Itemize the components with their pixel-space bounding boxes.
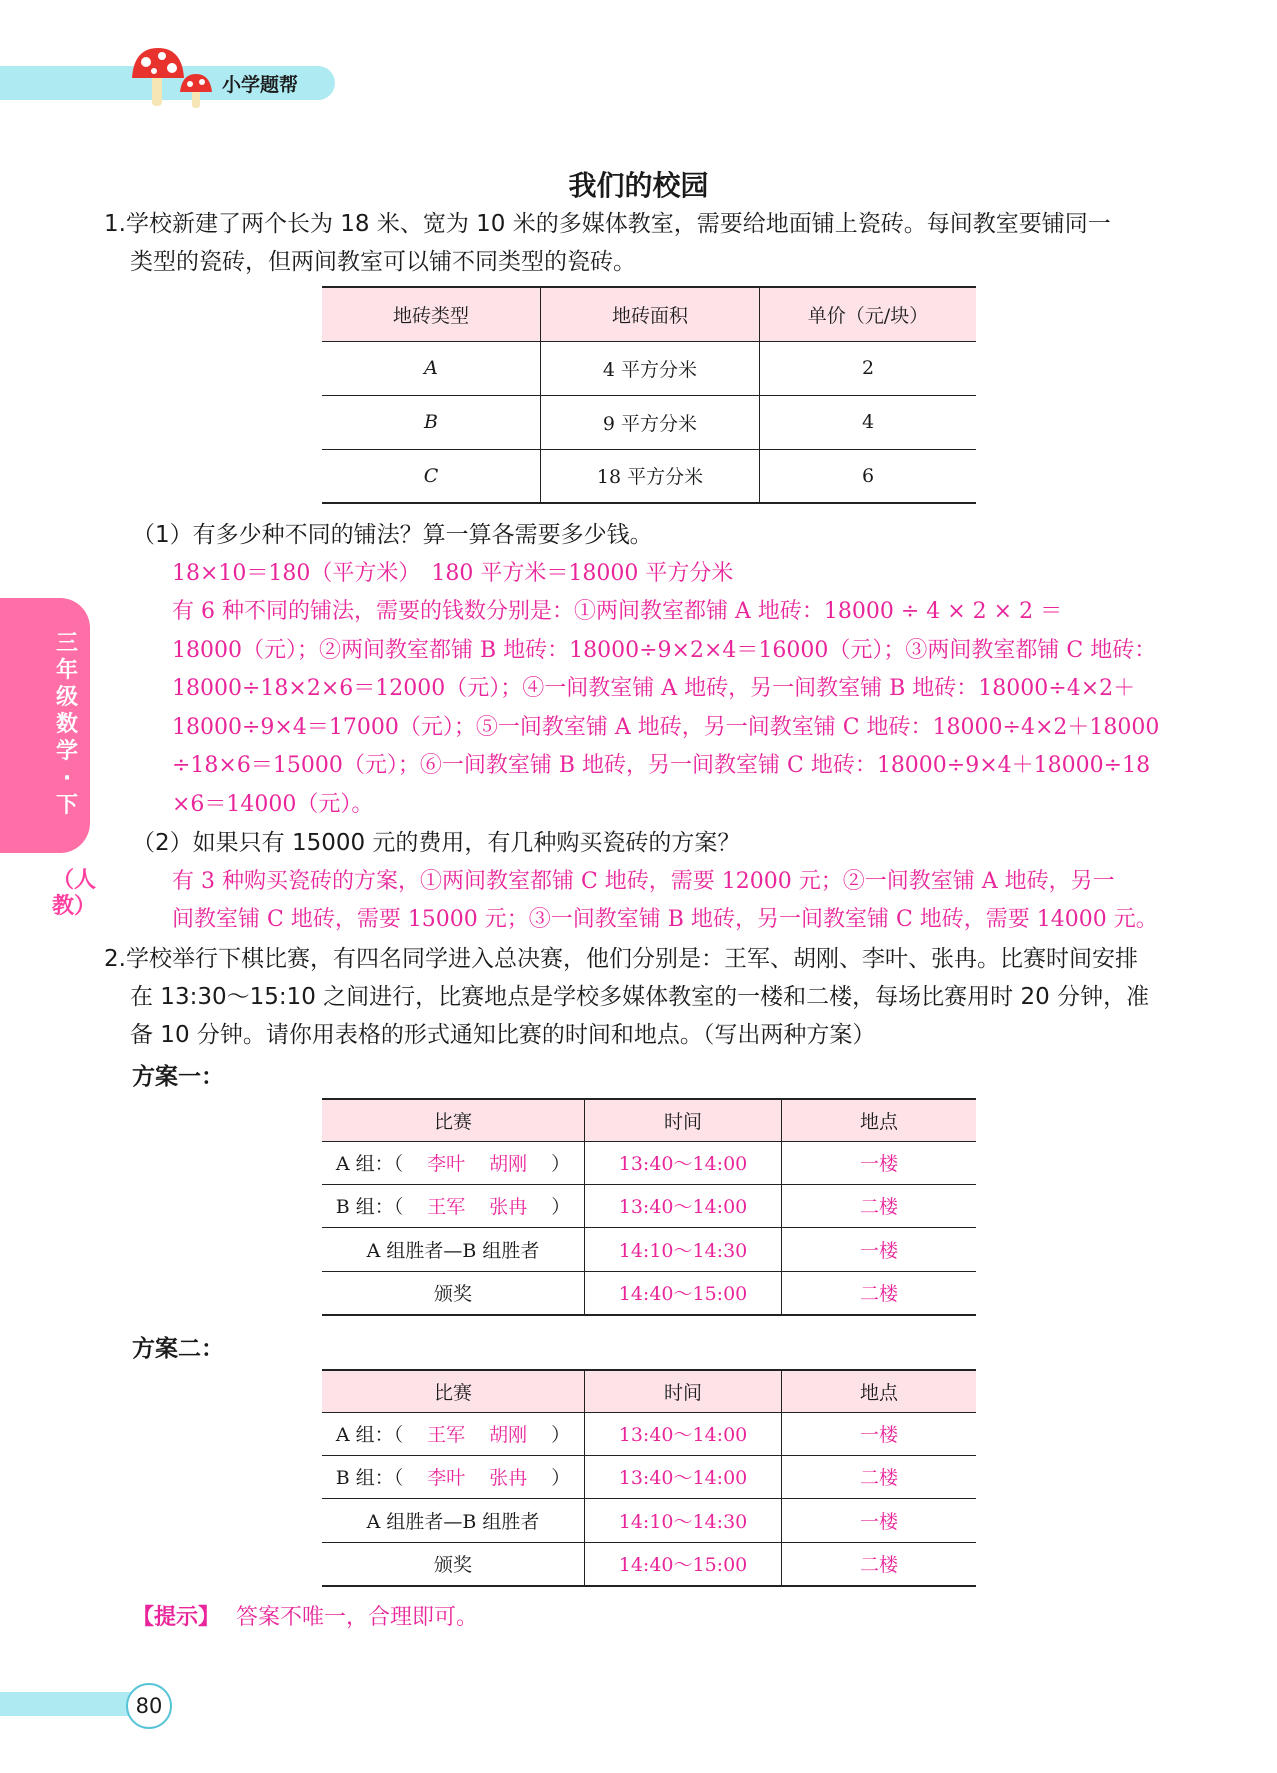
time-cell: 13:40～14:00 — [585, 1455, 782, 1498]
tip-label: 【提示】 — [132, 1605, 221, 1630]
q1-part1-answer-line2: 有 6 种不同的铺法，需要的钱数分别是：①两间教室都铺 A 地砖：18000 ÷ 4 × 2 × 2 ＝ — [172, 599, 1063, 624]
q1-text-line2: 类型的瓷砖，但两间教室可以铺不同类型的瓷砖。 — [130, 249, 636, 275]
time-cell: 14:40～15:00 — [585, 1271, 782, 1315]
tile-price: 6 — [760, 449, 977, 503]
match-cell — [322, 1455, 585, 1498]
edition-label: （人教） — [52, 868, 97, 919]
group-suffix: ） — [551, 1424, 571, 1446]
tip-text: 答案不唯一，合理即可。 — [236, 1605, 479, 1630]
q1-part1-answer-line3: 18000（元）；②两间教室都铺 B 地砖：18000÷9×2×4＝16000（元）；③两间教室都铺 C 地砖： — [172, 638, 1157, 663]
place-cell: 一楼 — [782, 1498, 977, 1542]
time-cell: 14:10～14:30 — [585, 1227, 782, 1271]
player-name: 王军 — [427, 1424, 466, 1446]
plan1-header-place: 地点 — [782, 1099, 977, 1141]
award-label: 颁奖 — [322, 1271, 585, 1315]
plan1-header-match: 比赛 — [322, 1099, 585, 1141]
tile-type: A — [322, 341, 541, 395]
match-cell — [322, 1412, 585, 1455]
plan1-table — [322, 1098, 976, 1316]
table-row — [322, 1141, 976, 1184]
q1-part2-answer-line2: 间教室铺 C 地砖，需要 15000 元；③一间教室铺 B 地砖，另一间教室铺 C 地砖，需要 14000 元。 — [172, 907, 1158, 932]
match-cell — [322, 1184, 585, 1227]
group-prefix: B 组：（ — [335, 1196, 404, 1218]
time-cell: 13:40～14:00 — [585, 1141, 782, 1184]
tile-price: 4 — [760, 395, 977, 449]
place-cell: 一楼 — [782, 1141, 977, 1184]
table-row — [322, 1412, 976, 1455]
q1-part1-answer-line4: 18000÷18×2×6＝12000（元）；④一间教室铺 A 地砖，另一间教室铺 B 地砖：18000÷4×2＋ — [172, 676, 1136, 701]
group-suffix: ） — [551, 1467, 571, 1489]
plan2-header-match: 比赛 — [322, 1370, 585, 1412]
q1-part1-answer-line7: ×6＝14000（元）。 — [172, 792, 374, 817]
q1-part1-question: （1）有多少种不同的铺法？算一算各需要多少钱。 — [132, 522, 653, 548]
tile-header-type: 地砖类型 — [322, 287, 541, 341]
place-cell: 一楼 — [782, 1412, 977, 1455]
plan2-header-time: 时间 — [585, 1370, 782, 1412]
group-prefix: B 组：（ — [335, 1467, 404, 1489]
player-name: 李叶 — [427, 1153, 466, 1175]
page-number: 80 — [126, 1683, 172, 1729]
mushroom-logo-icon — [128, 44, 218, 114]
plan2-table — [322, 1369, 976, 1587]
final-label: A 组胜者—B 组胜者 — [322, 1498, 585, 1542]
player-name: 胡刚 — [489, 1153, 528, 1175]
tile-type: B — [322, 395, 541, 449]
table-row — [322, 341, 976, 395]
player-name: 胡刚 — [489, 1424, 528, 1446]
time-cell: 13:40～14:00 — [585, 1184, 782, 1227]
plan2-label: 方案二： — [132, 1336, 224, 1362]
tile-header-price: 单价（元/块） — [760, 287, 977, 341]
tile-area: 18 平方分米 — [541, 449, 760, 503]
table-row — [322, 1184, 976, 1227]
group-suffix: ） — [551, 1153, 571, 1175]
q1-part1-answer-line6: ÷18×6＝15000（元）；⑥一间教室铺 B 地砖，另一间教室铺 C 地砖：18000÷9×4＋18000÷18 — [172, 753, 1151, 778]
place-cell: 一楼 — [782, 1227, 977, 1271]
plan1-header-time: 时间 — [585, 1099, 782, 1141]
q1-part2-question: （2）如果只有 15000 元的费用，有几种购买瓷砖的方案？ — [132, 830, 741, 856]
place-cell: 二楼 — [782, 1184, 977, 1227]
place-cell: 二楼 — [782, 1271, 977, 1315]
q1-part1-answer-line1: 18×10＝180（平方米） 180 平方米＝18000 平方分米 — [172, 561, 734, 586]
match-cell — [322, 1141, 585, 1184]
q1-part2-answer-line1: 有 3 种购买瓷砖的方案，①两间教室都铺 C 地砖，需要 12000 元；②一间教室铺 A 地砖，另一 — [172, 869, 1115, 894]
player-name: 李叶 — [427, 1467, 466, 1489]
table-row — [322, 1498, 976, 1542]
time-cell: 13:40～14:00 — [585, 1412, 782, 1455]
plan2-header-place: 地点 — [782, 1370, 977, 1412]
q1-text-line1: 1.学校新建了两个长为 18 米、宽为 10 米的多媒体教室，需要给地面铺上瓷砖。每间教室要铺同一 — [104, 211, 1111, 237]
tile-type: C — [322, 449, 541, 503]
place-cell: 二楼 — [782, 1455, 977, 1498]
final-label: A 组胜者—B 组胜者 — [322, 1227, 585, 1271]
q2-text-line3: 备 10 分钟。请你用表格的形式通知比赛的时间和地点。（写出两种方案） — [130, 1022, 876, 1048]
table-row — [322, 449, 976, 503]
grade-label: 三年级数学·下 — [55, 631, 78, 818]
q2-text-line2: 在 13:30～15:10 之间进行，比赛地点是学校多媒体教室的一楼和二楼，每场比赛用时 20 分钟，准 — [130, 984, 1150, 1010]
award-label: 颁奖 — [322, 1542, 585, 1586]
tile-header-area: 地砖面积 — [541, 287, 760, 341]
footer-bar — [0, 1692, 140, 1716]
player-name: 张冉 — [489, 1196, 528, 1218]
table-row — [322, 1271, 976, 1315]
player-name: 张冉 — [489, 1467, 528, 1489]
table-row — [322, 1455, 976, 1498]
time-cell: 14:40～15:00 — [585, 1542, 782, 1586]
q2-text-line1: 2.学校举行下棋比赛，有四名同学进入总决赛，他们分别是：王军、胡刚、李叶、张冉。比赛时间安排 — [104, 946, 1138, 972]
brand-label: 小学题帮 — [222, 74, 299, 96]
table-row — [322, 1227, 976, 1271]
tile-area: 9 平方分米 — [541, 395, 760, 449]
plan1-label: 方案一： — [132, 1064, 224, 1090]
table-row — [322, 395, 976, 449]
table-row — [322, 1542, 976, 1586]
group-suffix: ） — [551, 1196, 571, 1218]
time-cell: 14:10～14:30 — [585, 1498, 782, 1542]
tile-table — [322, 286, 976, 504]
tile-area: 4 平方分米 — [541, 341, 760, 395]
group-prefix: A 组：（ — [335, 1424, 404, 1446]
page-title: 我们的校园 — [568, 169, 709, 202]
tile-price: 2 — [760, 341, 977, 395]
group-prefix: A 组：（ — [335, 1153, 404, 1175]
q1-part1-answer-line5: 18000÷9×4＝17000（元）；⑤一间教室铺 A 地砖，另一间教室铺 C 地砖：18000÷4×2＋18000 — [172, 715, 1160, 740]
player-name: 王军 — [427, 1196, 466, 1218]
place-cell: 二楼 — [782, 1542, 977, 1586]
